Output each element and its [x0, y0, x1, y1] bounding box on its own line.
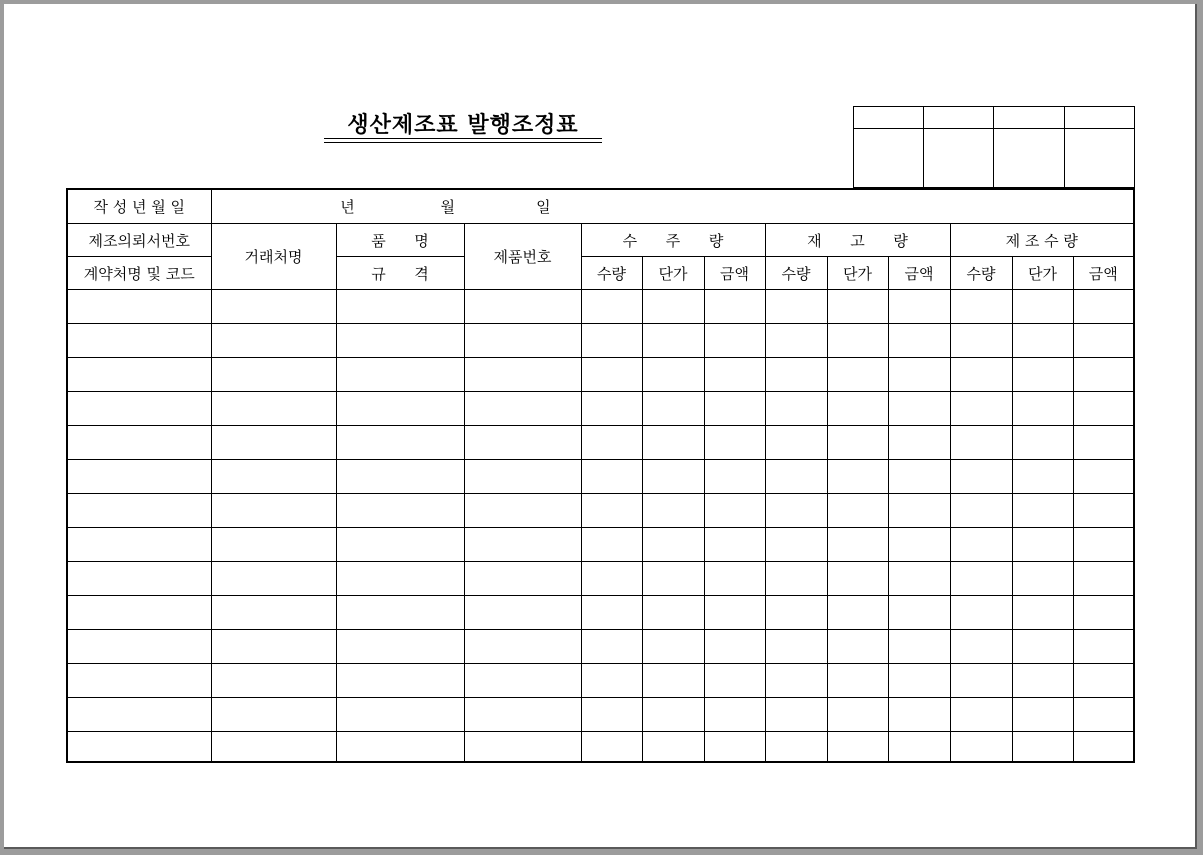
- approval-sign-cell[interactable]: [994, 129, 1065, 188]
- table-row: [67, 358, 1134, 392]
- table-cell[interactable]: [1073, 392, 1134, 426]
- approval-box-table: [853, 106, 1135, 188]
- approval-sign-cell[interactable]: [924, 129, 994, 188]
- document-page: [4, 4, 1197, 849]
- table-cell[interactable]: [211, 290, 336, 324]
- table-cell[interactable]: [67, 324, 211, 358]
- table-cell[interactable]: [336, 392, 464, 426]
- table-cell[interactable]: [336, 324, 464, 358]
- table-cell[interactable]: [464, 562, 581, 596]
- item-name-label: 품 명: [336, 224, 464, 257]
- table-cell[interactable]: [67, 460, 211, 494]
- customer-label: 거래처명: [211, 224, 336, 290]
- table-cell[interactable]: [1012, 732, 1073, 763]
- table-cell[interactable]: [211, 426, 336, 460]
- table-cell[interactable]: [1012, 290, 1073, 324]
- table-cell[interactable]: [888, 698, 950, 732]
- table-cell[interactable]: [827, 426, 888, 460]
- table-cell[interactable]: [464, 426, 581, 460]
- table-cell[interactable]: [1012, 596, 1073, 630]
- product-no-label: 제품번호: [464, 224, 581, 290]
- table-cell[interactable]: [888, 596, 950, 630]
- table-cell[interactable]: [642, 426, 704, 460]
- table-cell[interactable]: [1073, 426, 1134, 460]
- table-cell[interactable]: [888, 426, 950, 460]
- table-row: [67, 392, 1134, 426]
- table-cell[interactable]: [336, 562, 464, 596]
- table-cell[interactable]: [888, 494, 950, 528]
- sub-col-amount: 금액: [1073, 257, 1134, 290]
- production-quantity-group: 제 조 수 량: [950, 224, 1134, 257]
- table-cell[interactable]: [950, 664, 1012, 698]
- table-cell[interactable]: [888, 630, 950, 664]
- table-cell[interactable]: [827, 698, 888, 732]
- table-cell[interactable]: [950, 630, 1012, 664]
- sub-col-unit-price: 단가: [827, 257, 888, 290]
- table-cell[interactable]: [704, 426, 765, 460]
- table-cell[interactable]: [464, 528, 581, 562]
- table-cell[interactable]: [1073, 596, 1134, 630]
- table-cell[interactable]: [642, 358, 704, 392]
- table-cell[interactable]: [336, 358, 464, 392]
- table-cell[interactable]: [464, 732, 581, 763]
- table-cell[interactable]: [765, 596, 827, 630]
- table-cell[interactable]: [704, 596, 765, 630]
- table-cell[interactable]: [581, 596, 642, 630]
- table-cell[interactable]: [950, 528, 1012, 562]
- order-no-label: 제조의뢰서번호: [67, 224, 211, 257]
- table-cell[interactable]: [888, 528, 950, 562]
- table-cell[interactable]: [1073, 324, 1134, 358]
- approval-header-cell: [994, 107, 1065, 129]
- table-cell[interactable]: [950, 392, 1012, 426]
- table-cell[interactable]: [888, 324, 950, 358]
- table-cell[interactable]: [464, 290, 581, 324]
- table-cell[interactable]: [1012, 630, 1073, 664]
- table-cell[interactable]: [211, 732, 336, 763]
- table-cell[interactable]: [704, 698, 765, 732]
- table-cell[interactable]: [765, 426, 827, 460]
- table-cell[interactable]: [336, 460, 464, 494]
- table-cell[interactable]: [336, 630, 464, 664]
- contract-label: 계약처명 및 코드: [67, 257, 211, 290]
- table-row: [67, 426, 1134, 460]
- table-cell[interactable]: [1012, 664, 1073, 698]
- table-cell[interactable]: [765, 528, 827, 562]
- table-cell[interactable]: [464, 698, 581, 732]
- table-cell[interactable]: [765, 392, 827, 426]
- table-cell[interactable]: [704, 392, 765, 426]
- table-cell[interactable]: [67, 358, 211, 392]
- approval-header-cell: [924, 107, 994, 129]
- table-cell[interactable]: [704, 494, 765, 528]
- approval-sign-cell[interactable]: [1065, 129, 1135, 188]
- table-cell[interactable]: [827, 392, 888, 426]
- table-cell[interactable]: [642, 392, 704, 426]
- table-cell[interactable]: [464, 630, 581, 664]
- table-cell[interactable]: [67, 562, 211, 596]
- table-cell[interactable]: [642, 596, 704, 630]
- table-cell[interactable]: [827, 290, 888, 324]
- table-cell[interactable]: [765, 494, 827, 528]
- table-cell[interactable]: [704, 732, 765, 763]
- table-cell[interactable]: [642, 324, 704, 358]
- table-cell[interactable]: [581, 392, 642, 426]
- table-cell[interactable]: [1073, 358, 1134, 392]
- table-cell[interactable]: [765, 698, 827, 732]
- table-cell[interactable]: [464, 494, 581, 528]
- table-cell[interactable]: [827, 732, 888, 763]
- table-cell[interactable]: [1073, 630, 1134, 664]
- table-cell[interactable]: [1012, 358, 1073, 392]
- table-cell[interactable]: [642, 732, 704, 763]
- table-cell[interactable]: [1012, 426, 1073, 460]
- table-cell[interactable]: [464, 324, 581, 358]
- table-cell[interactable]: [581, 324, 642, 358]
- table-cell[interactable]: [950, 596, 1012, 630]
- table-cell[interactable]: [765, 664, 827, 698]
- table-cell[interactable]: [888, 460, 950, 494]
- table-cell[interactable]: [950, 494, 1012, 528]
- table-cell[interactable]: [581, 494, 642, 528]
- table-cell[interactable]: [765, 562, 827, 596]
- table-cell[interactable]: [211, 562, 336, 596]
- table-cell[interactable]: [1073, 562, 1134, 596]
- table-cell[interactable]: [67, 698, 211, 732]
- table-cell[interactable]: [1073, 290, 1134, 324]
- table-cell[interactable]: [581, 562, 642, 596]
- table-cell[interactable]: [1012, 392, 1073, 426]
- table-cell[interactable]: [211, 630, 336, 664]
- table-row: [67, 732, 1134, 763]
- table-cell[interactable]: [950, 732, 1012, 763]
- table-cell[interactable]: [1012, 494, 1073, 528]
- stock-quantity-group: 재 고 량: [765, 224, 950, 257]
- table-cell[interactable]: [67, 392, 211, 426]
- table-cell[interactable]: [888, 290, 950, 324]
- table-cell[interactable]: [336, 290, 464, 324]
- table-cell[interactable]: [581, 664, 642, 698]
- table-cell[interactable]: [336, 664, 464, 698]
- table-cell[interactable]: [642, 460, 704, 494]
- table-cell[interactable]: [704, 460, 765, 494]
- table-cell[interactable]: [1073, 664, 1134, 698]
- table-cell[interactable]: [950, 290, 1012, 324]
- table-cell[interactable]: [950, 426, 1012, 460]
- table-cell[interactable]: [704, 562, 765, 596]
- table-cell[interactable]: [1073, 528, 1134, 562]
- table-cell[interactable]: [642, 664, 704, 698]
- table-cell[interactable]: [1073, 732, 1134, 763]
- table-cell[interactable]: [211, 358, 336, 392]
- table-cell[interactable]: [950, 358, 1012, 392]
- table-row: [67, 596, 1134, 630]
- table-row: [67, 698, 1134, 732]
- table-cell[interactable]: [1012, 698, 1073, 732]
- table-cell[interactable]: [827, 630, 888, 664]
- table-row: [67, 664, 1134, 698]
- table-cell[interactable]: [1073, 460, 1134, 494]
- table-cell[interactable]: [211, 596, 336, 630]
- table-cell[interactable]: [950, 460, 1012, 494]
- table-cell[interactable]: [827, 494, 888, 528]
- table-row: [67, 630, 1134, 664]
- spec-label: 규 격: [336, 257, 464, 290]
- table-cell[interactable]: [67, 528, 211, 562]
- table-cell[interactable]: [704, 358, 765, 392]
- table-cell[interactable]: [581, 290, 642, 324]
- table-cell[interactable]: [1012, 528, 1073, 562]
- approval-header-cell: [854, 107, 924, 129]
- table-cell[interactable]: [581, 732, 642, 763]
- order-quantity-group: 수 주 량: [581, 224, 765, 257]
- table-cell[interactable]: [765, 630, 827, 664]
- table-cell[interactable]: [211, 664, 336, 698]
- table-cell[interactable]: [581, 460, 642, 494]
- table-cell[interactable]: [1073, 698, 1134, 732]
- table-cell[interactable]: [67, 596, 211, 630]
- table-row: [67, 494, 1134, 528]
- table-cell[interactable]: [765, 460, 827, 494]
- production-table: [66, 188, 1135, 763]
- table-cell[interactable]: [336, 494, 464, 528]
- table-cell[interactable]: [211, 324, 336, 358]
- table-cell[interactable]: [642, 630, 704, 664]
- table-cell[interactable]: [642, 494, 704, 528]
- table-cell[interactable]: [888, 392, 950, 426]
- table-cell[interactable]: [67, 732, 211, 763]
- table-cell[interactable]: [704, 664, 765, 698]
- table-cell[interactable]: [704, 324, 765, 358]
- table-cell[interactable]: [464, 596, 581, 630]
- table-cell[interactable]: [1073, 494, 1134, 528]
- table-row: [67, 290, 1134, 324]
- table-cell[interactable]: [888, 358, 950, 392]
- table-row: [67, 460, 1134, 494]
- table-cell[interactable]: [888, 732, 950, 763]
- table-cell[interactable]: [765, 290, 827, 324]
- table-cell[interactable]: [336, 528, 464, 562]
- table-cell[interactable]: [704, 528, 765, 562]
- table-cell[interactable]: [336, 426, 464, 460]
- table-cell[interactable]: [211, 494, 336, 528]
- table-cell[interactable]: [211, 392, 336, 426]
- table-cell[interactable]: [888, 562, 950, 596]
- table-cell[interactable]: [581, 358, 642, 392]
- table-row: [67, 562, 1134, 596]
- table-cell[interactable]: [1012, 460, 1073, 494]
- table-cell[interactable]: [642, 290, 704, 324]
- table-cell[interactable]: [464, 358, 581, 392]
- table-cell[interactable]: [642, 562, 704, 596]
- approval-sign-cell[interactable]: [854, 129, 924, 188]
- date-value[interactable]: 년 월 일: [211, 189, 1134, 224]
- table-cell[interactable]: [67, 630, 211, 664]
- table-row: [67, 324, 1134, 358]
- table-cell[interactable]: [211, 460, 336, 494]
- table-cell[interactable]: [211, 528, 336, 562]
- document-title: 생산제조표 발행조정표: [347, 112, 579, 138]
- table-cell[interactable]: [827, 324, 888, 358]
- table-row: [67, 528, 1134, 562]
- table-cell[interactable]: [827, 664, 888, 698]
- table-cell[interactable]: [950, 698, 1012, 732]
- table-cell[interactable]: [888, 664, 950, 698]
- table-cell[interactable]: [464, 392, 581, 426]
- sub-col-quantity: 수량: [581, 257, 642, 290]
- table-cell[interactable]: [336, 596, 464, 630]
- table-cell[interactable]: [581, 698, 642, 732]
- sub-col-quantity: 수량: [765, 257, 827, 290]
- table-cell[interactable]: [827, 528, 888, 562]
- table-cell[interactable]: [765, 358, 827, 392]
- table-cell[interactable]: [827, 358, 888, 392]
- table-cell[interactable]: [950, 324, 1012, 358]
- sub-col-unit-price: 단가: [1012, 257, 1073, 290]
- table-cell[interactable]: [704, 630, 765, 664]
- table-cell[interactable]: [765, 732, 827, 763]
- table-cell[interactable]: [581, 528, 642, 562]
- table-cell[interactable]: [1012, 562, 1073, 596]
- table-cell[interactable]: [1012, 324, 1073, 358]
- table-cell[interactable]: [211, 698, 336, 732]
- table-cell[interactable]: [827, 562, 888, 596]
- table-cell[interactable]: [827, 596, 888, 630]
- table-cell[interactable]: [581, 426, 642, 460]
- table-cell[interactable]: [67, 426, 211, 460]
- table-cell[interactable]: [67, 664, 211, 698]
- table-cell[interactable]: [765, 324, 827, 358]
- table-cell[interactable]: [642, 698, 704, 732]
- table-cell[interactable]: [464, 460, 581, 494]
- table-cell[interactable]: [67, 290, 211, 324]
- sub-col-unit-price: 단가: [642, 257, 704, 290]
- sub-col-amount: 금액: [704, 257, 765, 290]
- date-label: 작 성 년 월 일: [67, 189, 211, 224]
- table-cell[interactable]: [67, 494, 211, 528]
- table-cell[interactable]: [704, 290, 765, 324]
- table-cell[interactable]: [464, 664, 581, 698]
- approval-header-cell: [1065, 107, 1135, 129]
- table-cell[interactable]: [642, 528, 704, 562]
- table-cell[interactable]: [336, 698, 464, 732]
- sub-col-amount: 금액: [888, 257, 950, 290]
- table-cell[interactable]: [950, 562, 1012, 596]
- table-cell[interactable]: [336, 732, 464, 763]
- title-underline: [324, 138, 602, 143]
- table-cell[interactable]: [581, 630, 642, 664]
- sub-col-quantity: 수량: [950, 257, 1012, 290]
- table-cell[interactable]: [827, 460, 888, 494]
